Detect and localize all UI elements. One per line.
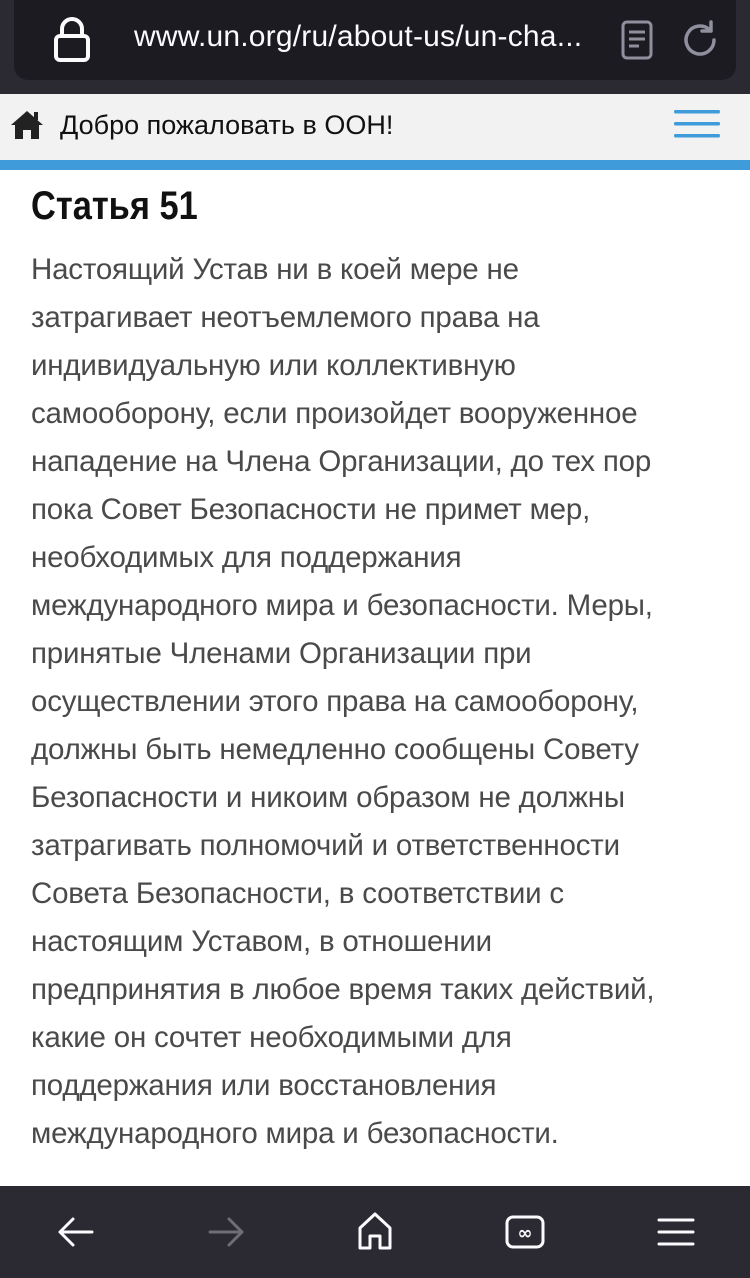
back-arrow-icon[interactable]: [56, 1212, 96, 1252]
site-header: [0, 94, 750, 160]
article-title: Статья 51: [31, 184, 198, 228]
article-content: [0, 170, 750, 1186]
browser-top-bar: [0, 0, 750, 94]
svg-text:∞: ∞: [517, 1223, 533, 1244]
tabs-icon[interactable]: [505, 1212, 545, 1252]
forward-arrow-icon[interactable]: [206, 1212, 246, 1252]
home-icon[interactable]: [10, 109, 44, 141]
address-bar[interactable]: [14, 0, 736, 80]
article-body: Настоящий Устав ни в коей мере не затрагивает неотъемлемого права на индивидуальную или коллективную самооборону, если произойдет вооруженное нападение на Члена Организации, до тех пор пока Совет Безопасности не примет мер, необходимых для поддержания международного мира и безопасности. Меры, принятые Членами Организации при осуществлении этого права на самооборону, должны быть немедленно сообщены Совету Безопасности и никоим образом не должны затрагивать полномочий и ответственности Совета Безопасности, в соответствии с настоящим Уставом, в отношении предпринятия в любое время таких действий, какие он сочтет необходимыми для поддержания или восстановления международного мира и безопасности.: [31, 253, 655, 1150]
menu-icon[interactable]: [656, 1212, 696, 1252]
reload-icon[interactable]: [678, 18, 722, 62]
welcome-link[interactable]: Добро пожаловать в ООН!: [60, 110, 394, 140]
browser-bottom-toolbar: [0, 1186, 750, 1278]
hamburger-menu-icon[interactable]: [674, 110, 720, 138]
home-icon[interactable]: [355, 1210, 395, 1250]
header-divider: [0, 160, 750, 170]
lock-icon[interactable]: [52, 16, 92, 64]
reader-view-icon[interactable]: [618, 20, 658, 60]
url-text[interactable]: www.un.org/ru/about-us/un-cha...: [134, 20, 583, 53]
